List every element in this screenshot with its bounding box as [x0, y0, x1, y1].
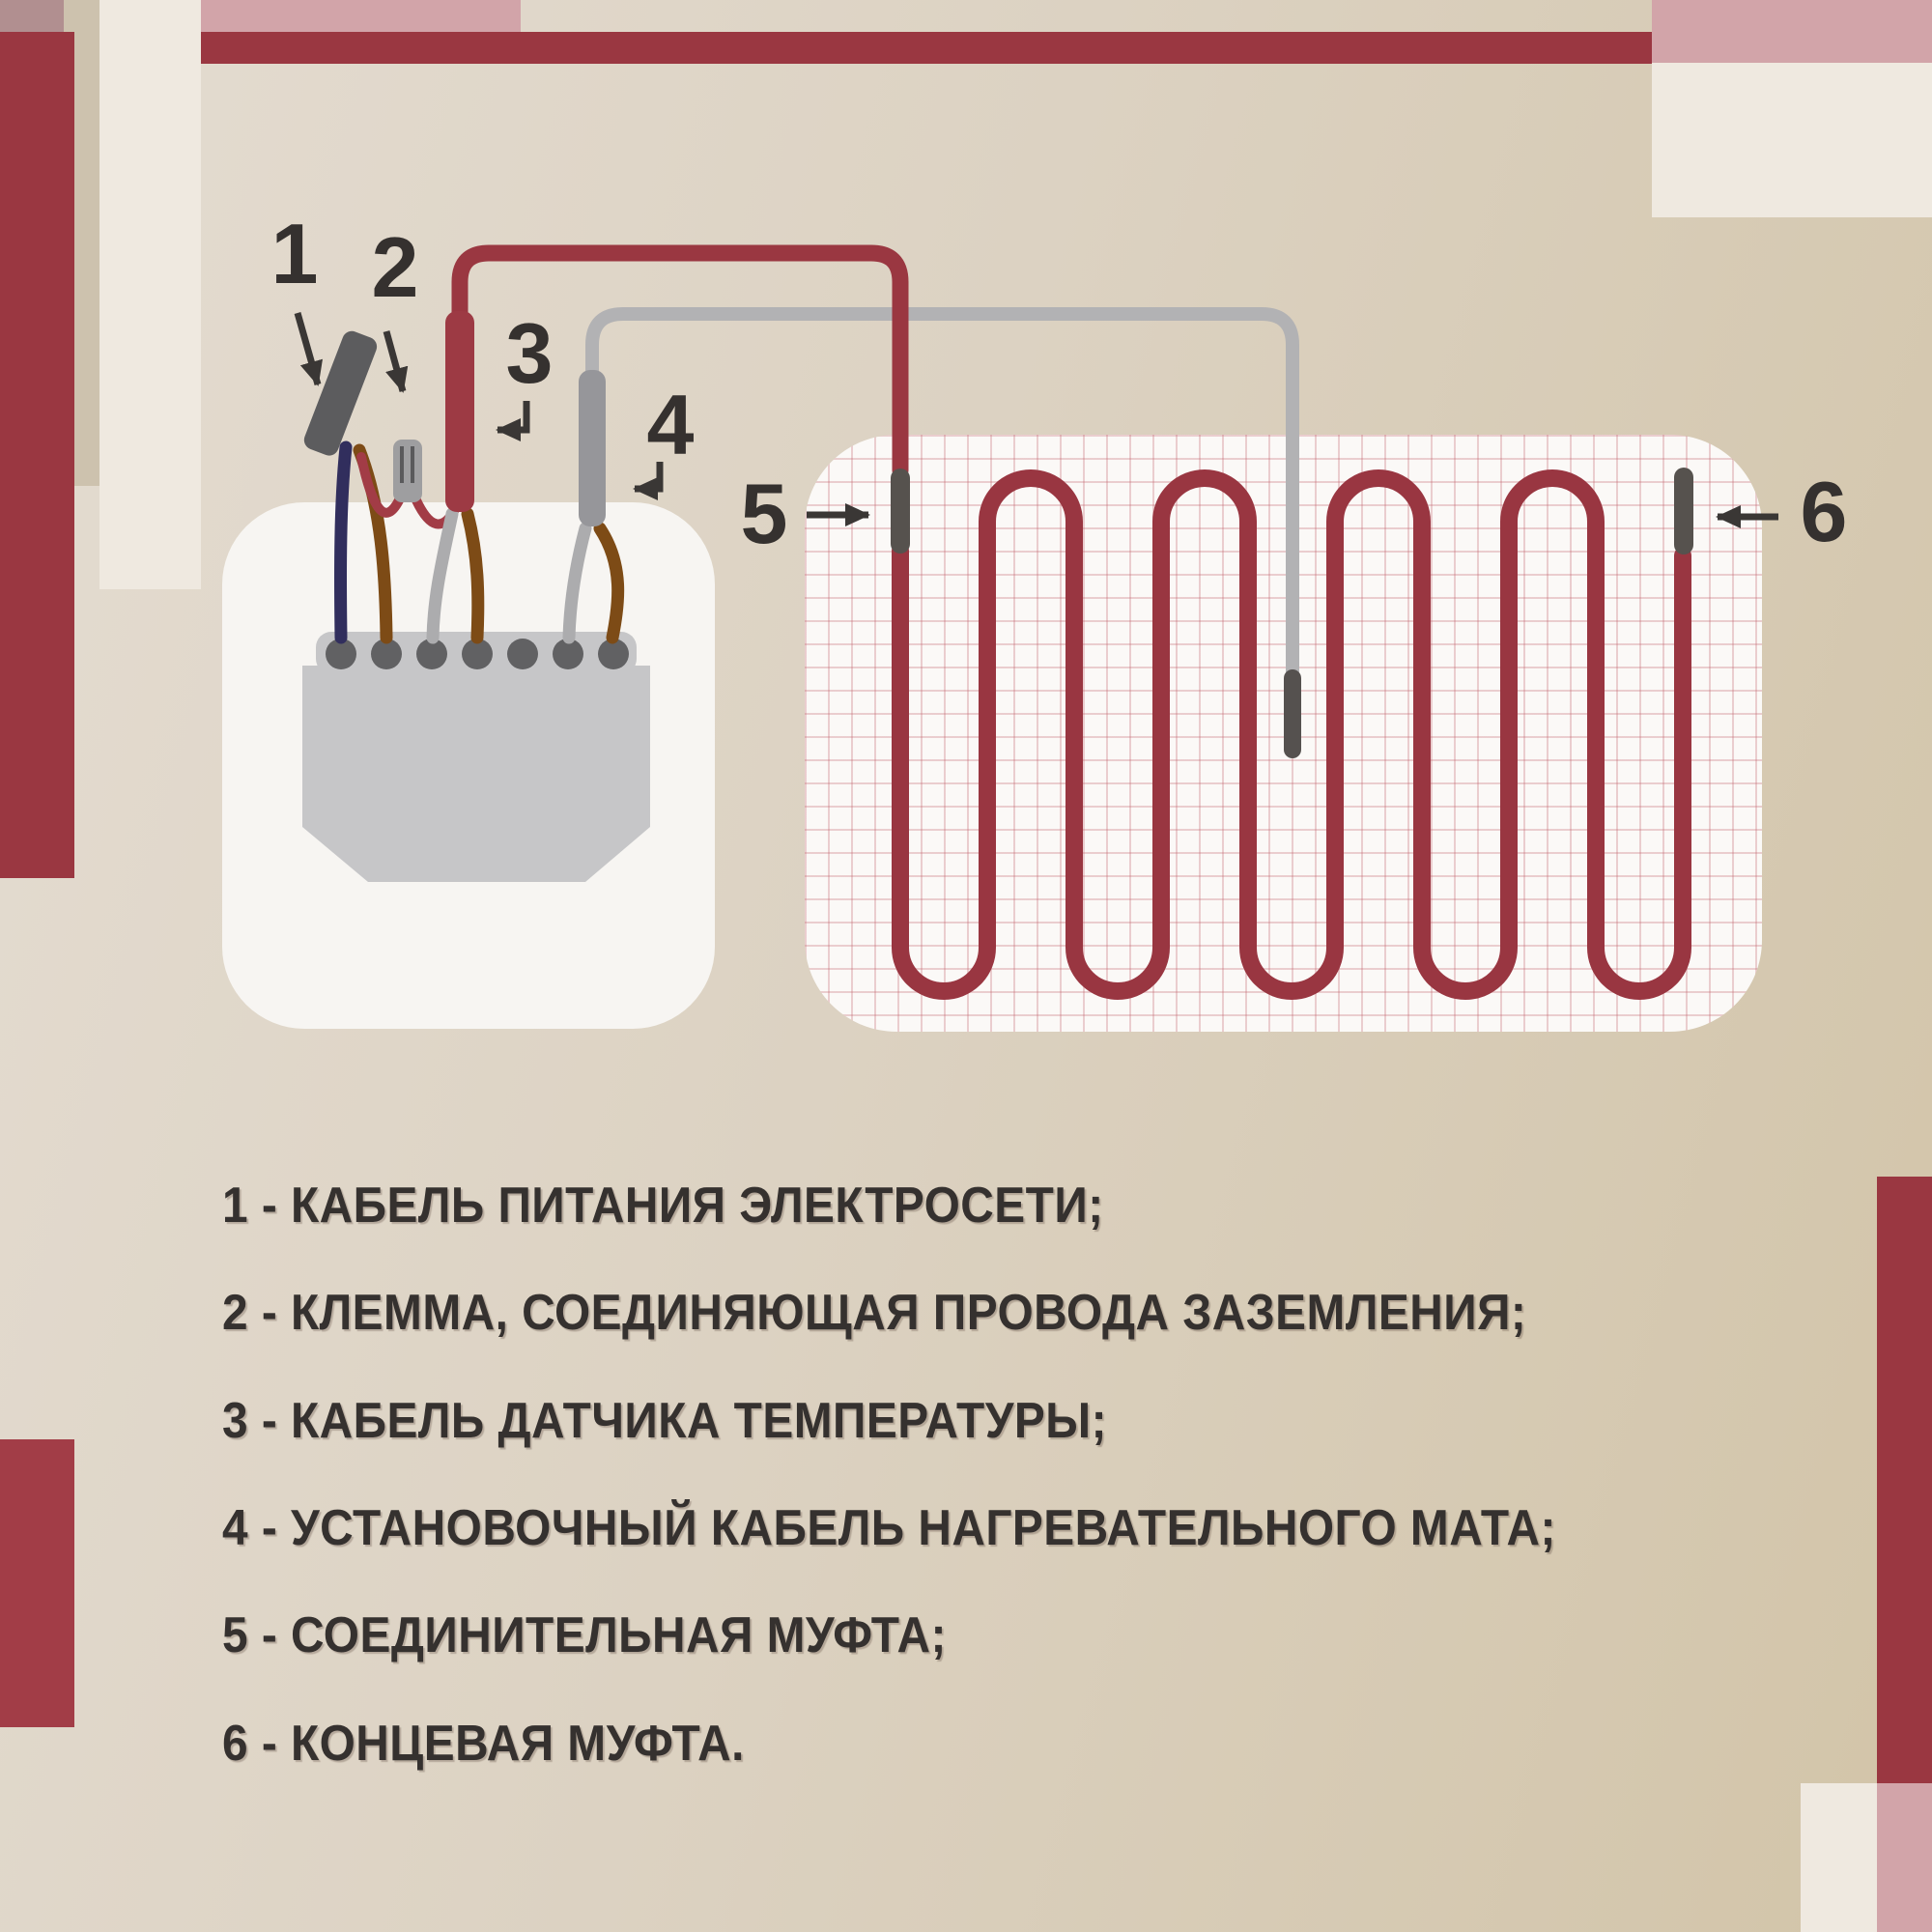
label-1: 1 [270, 206, 317, 301]
junction-box [302, 632, 650, 882]
gray-wire-3 [433, 514, 452, 638]
sensor-cable-sleeve [445, 311, 474, 512]
legend-item-1: 1 - КАБЕЛЬ ПИТАНИЯ ЭЛЕКТРОСЕТИ; [222, 1178, 1104, 1234]
end-coupling [1674, 468, 1693, 554]
arrow-3 [497, 401, 526, 430]
label-2: 2 [371, 219, 417, 315]
gray-wire-4 [569, 528, 585, 638]
navy-wire [341, 447, 346, 638]
label-3: 3 [505, 305, 552, 401]
label-5: 5 [740, 466, 786, 561]
temperature-sensor-tip [1284, 669, 1301, 758]
sensor-cable-route [592, 314, 1293, 671]
legend-item-2: 2 - КЛЕММА, СОЕДИНЯЮЩАЯ ПРОВОДА ЗАЗЕМЛЕНИЯ; [222, 1285, 1527, 1341]
legend-item-4: 4 - УСТАНОВОЧНЫЙ КАБЕЛЬ НАГРЕВАТЕЛЬНОГО МАТА; [222, 1500, 1556, 1556]
label-6: 6 [1800, 464, 1846, 559]
power-cable-sleeve [301, 328, 380, 459]
ground-clamp [393, 440, 422, 502]
brown-wire-3 [468, 514, 478, 638]
arrow-1 [298, 313, 318, 384]
brown-wire-4 [600, 528, 618, 638]
legend-item-6: 6 - КОНЦЕВАЯ МУФТА. [222, 1716, 745, 1772]
connection-coupling [891, 469, 910, 554]
mat-cable-sleeve [579, 370, 606, 526]
legend-item-3: 3 - КАБЕЛЬ ДАТЧИКА ТЕМПЕРАТУРЫ; [222, 1393, 1107, 1449]
arrow-2 [386, 331, 403, 391]
legend-item-5: 5 - СОЕДИНИТЕЛЬНАЯ МУФТА; [222, 1607, 947, 1663]
label-4: 4 [646, 377, 693, 472]
